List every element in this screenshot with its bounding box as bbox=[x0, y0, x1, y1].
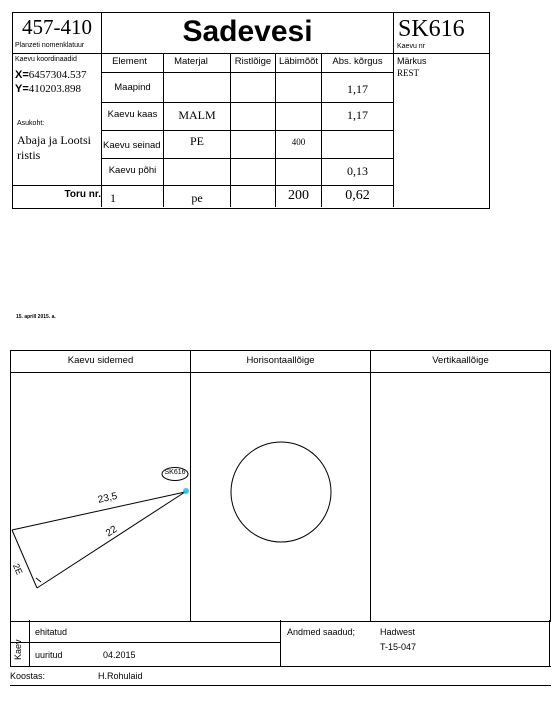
location-label: Asukoht: bbox=[17, 120, 45, 127]
pipe-number: 1 bbox=[110, 191, 116, 205]
built-label: ehitatud bbox=[35, 627, 68, 637]
data-source-label: Andmed saadud; bbox=[287, 627, 356, 637]
dim-bottom-label: 22 bbox=[104, 523, 120, 540]
pipe-height: 0,62 bbox=[345, 188, 370, 203]
offset-tick bbox=[36, 578, 41, 582]
pipe-material: pe bbox=[191, 191, 203, 205]
col-header-height: Abs. kõrgus bbox=[332, 56, 383, 67]
remarks-label: Märkus bbox=[397, 56, 427, 66]
col-header-material: Materjal bbox=[174, 56, 208, 67]
panel-title-horizontal: Horisontaallõige bbox=[246, 355, 315, 366]
dim-top-label: 23,5 bbox=[97, 490, 119, 506]
pipe-line-bottom bbox=[37, 492, 185, 588]
coord-x-label: X= bbox=[15, 69, 29, 81]
well-marker-icon bbox=[183, 488, 189, 494]
nomenclature-caption: Planzeti nomenklatuur bbox=[15, 42, 85, 49]
row-seinad-element: Kaevu seinad bbox=[103, 140, 161, 151]
row-kaas-height: 1,17 bbox=[347, 108, 368, 122]
pipe-label: Toru nr. bbox=[64, 189, 101, 200]
panel-title-connections: Kaevu sidemed bbox=[67, 355, 134, 366]
page-title: Sadevesi bbox=[182, 15, 313, 48]
date-note: 15. aprill 2015. a. bbox=[16, 314, 56, 320]
row-maapind-height: 1,17 bbox=[347, 82, 368, 96]
col-header-diameter: Läbimõõt bbox=[278, 56, 319, 67]
footer-vertical-label: Kaev bbox=[13, 639, 23, 660]
nomenclature-number: 457-410 bbox=[22, 15, 92, 39]
row-kaas-material: MALM bbox=[178, 108, 216, 122]
row-seinad-material: PE bbox=[189, 134, 204, 148]
row-pohi-height: 0,13 bbox=[347, 164, 368, 178]
coords-caption: Kaevu koordinaadid bbox=[15, 56, 77, 63]
composed-value: H.Rohulaid bbox=[98, 671, 143, 681]
offset-line bbox=[12, 530, 37, 588]
coord-y-value: 410203.898 bbox=[28, 83, 82, 95]
well-id: SK616 bbox=[398, 16, 465, 42]
row-maapind-element: Maapind bbox=[114, 82, 151, 93]
col-header-section: Ristlõige bbox=[234, 56, 272, 67]
location-value: Abaja ja Lootsi ristis bbox=[17, 133, 91, 162]
remarks-value: REST bbox=[397, 68, 420, 78]
coord-x-value: 6457304.537 bbox=[28, 69, 87, 81]
coord-y-label: Y= bbox=[15, 83, 29, 95]
col-header-element: Element bbox=[112, 56, 147, 67]
row-kaas-element: Kaevu kaas bbox=[107, 109, 158, 120]
measured-date: 04.2015 bbox=[103, 650, 136, 660]
data-source-value: Hadwest bbox=[380, 627, 416, 637]
row-seinad-diameter: 400 bbox=[291, 137, 306, 147]
panel-title-vertical: Vertikaallõige bbox=[432, 355, 489, 366]
composed-label: Koostas: bbox=[10, 671, 46, 681]
row-pohi-element: Kaevu põhi bbox=[108, 165, 157, 176]
measured-label: uuritud bbox=[35, 650, 63, 660]
data-source-code: T-15-047 bbox=[380, 642, 417, 652]
dim-side-label: 2E bbox=[10, 562, 25, 577]
horizontal-section-circle bbox=[231, 442, 331, 542]
well-label: SK616 bbox=[164, 469, 186, 476]
well-id-caption: Kaevu nr bbox=[397, 43, 426, 50]
pipe-diameter: 200 bbox=[288, 188, 309, 203]
